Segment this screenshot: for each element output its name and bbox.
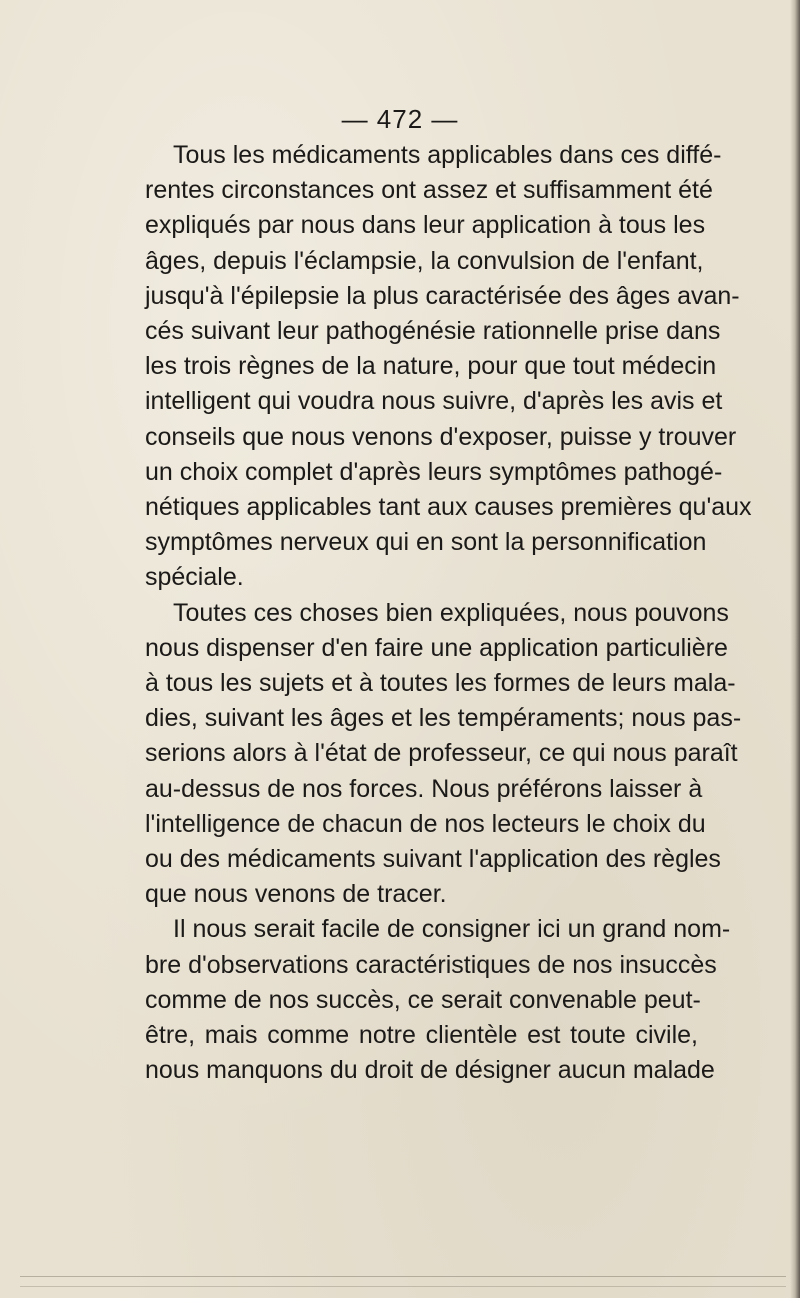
bottom-rule-secondary [20, 1286, 786, 1287]
page-edge-shadow [790, 0, 800, 1298]
text-line: spéciale. [145, 563, 244, 592]
text-line: un choix complet d'après leurs symptômes pathogé- [145, 457, 723, 486]
body-text [145, 138, 752, 1088]
text-line: jusqu'à l'épilepsie la plus caractérisée des âges avan- [145, 281, 740, 310]
text-line: au-dessus de nos forces. Nous préférons laisser à [145, 774, 703, 803]
text-line: ou des médicaments suivant l'application des règles [145, 845, 721, 874]
text-line: bre d'observations caractéristiques de nos insuccès [145, 950, 717, 979]
text-line: l'intelligence de chacun de nos lecteurs le choix du [145, 809, 706, 838]
text-line: nétiques applicables tant aux causes premières qu'aux [145, 493, 752, 522]
paragraph-1 [145, 138, 752, 596]
text-line: rentes circonstances ont assez et suffisamment été [145, 176, 713, 205]
text-line: conseils que nous venons d'exposer, puisse y trouver [145, 422, 737, 451]
text-line: symptômes nerveux qui en sont la personnification [145, 528, 707, 557]
paragraph-3 [145, 912, 731, 1088]
text-line: à tous les sujets et à toutes les formes de leurs mala- [145, 669, 736, 698]
text-line: que nous venons de tracer. [145, 880, 447, 909]
text-line: serions alors à l'état de professeur, ce qui nous paraît [145, 739, 738, 768]
text-line: dies, suivant les âges et les tempéraments; nous pas- [145, 704, 742, 733]
text-line: les trois règnes de la nature, pour que tout médecin [145, 352, 717, 381]
text-line: âges, depuis l'éclampsie, la convulsion de l'enfant, [145, 246, 704, 275]
page-number: — 472 — [341, 104, 459, 134]
text-line: Tous les médicaments applicables dans ces diffé- [173, 141, 722, 169]
text-line: expliqués par nous dans leur application à tous les [145, 211, 706, 240]
text-line: nous manquons du droit de désigner aucun malade [145, 1056, 715, 1085]
bottom-rule [20, 1276, 786, 1277]
text-line: Il nous serait facile de consigner ici un grand nom- [173, 915, 731, 944]
text-line: intelligent qui voudra nous suivre, d'après les avis et [145, 387, 723, 416]
text-line: être, mais comme notre clientèle est toute civile, [145, 1021, 698, 1050]
paragraph-2 [145, 596, 742, 913]
text-line: Toutes ces choses bien expliquées, nous pouvons [173, 598, 729, 627]
text-line: nous dispenser d'en faire une application particulière [145, 633, 728, 662]
text-line: cés suivant leur pathogénésie rationnelle prise dans [145, 317, 721, 346]
text-line: comme de nos succès, ce serait convenable peut- [145, 985, 701, 1014]
